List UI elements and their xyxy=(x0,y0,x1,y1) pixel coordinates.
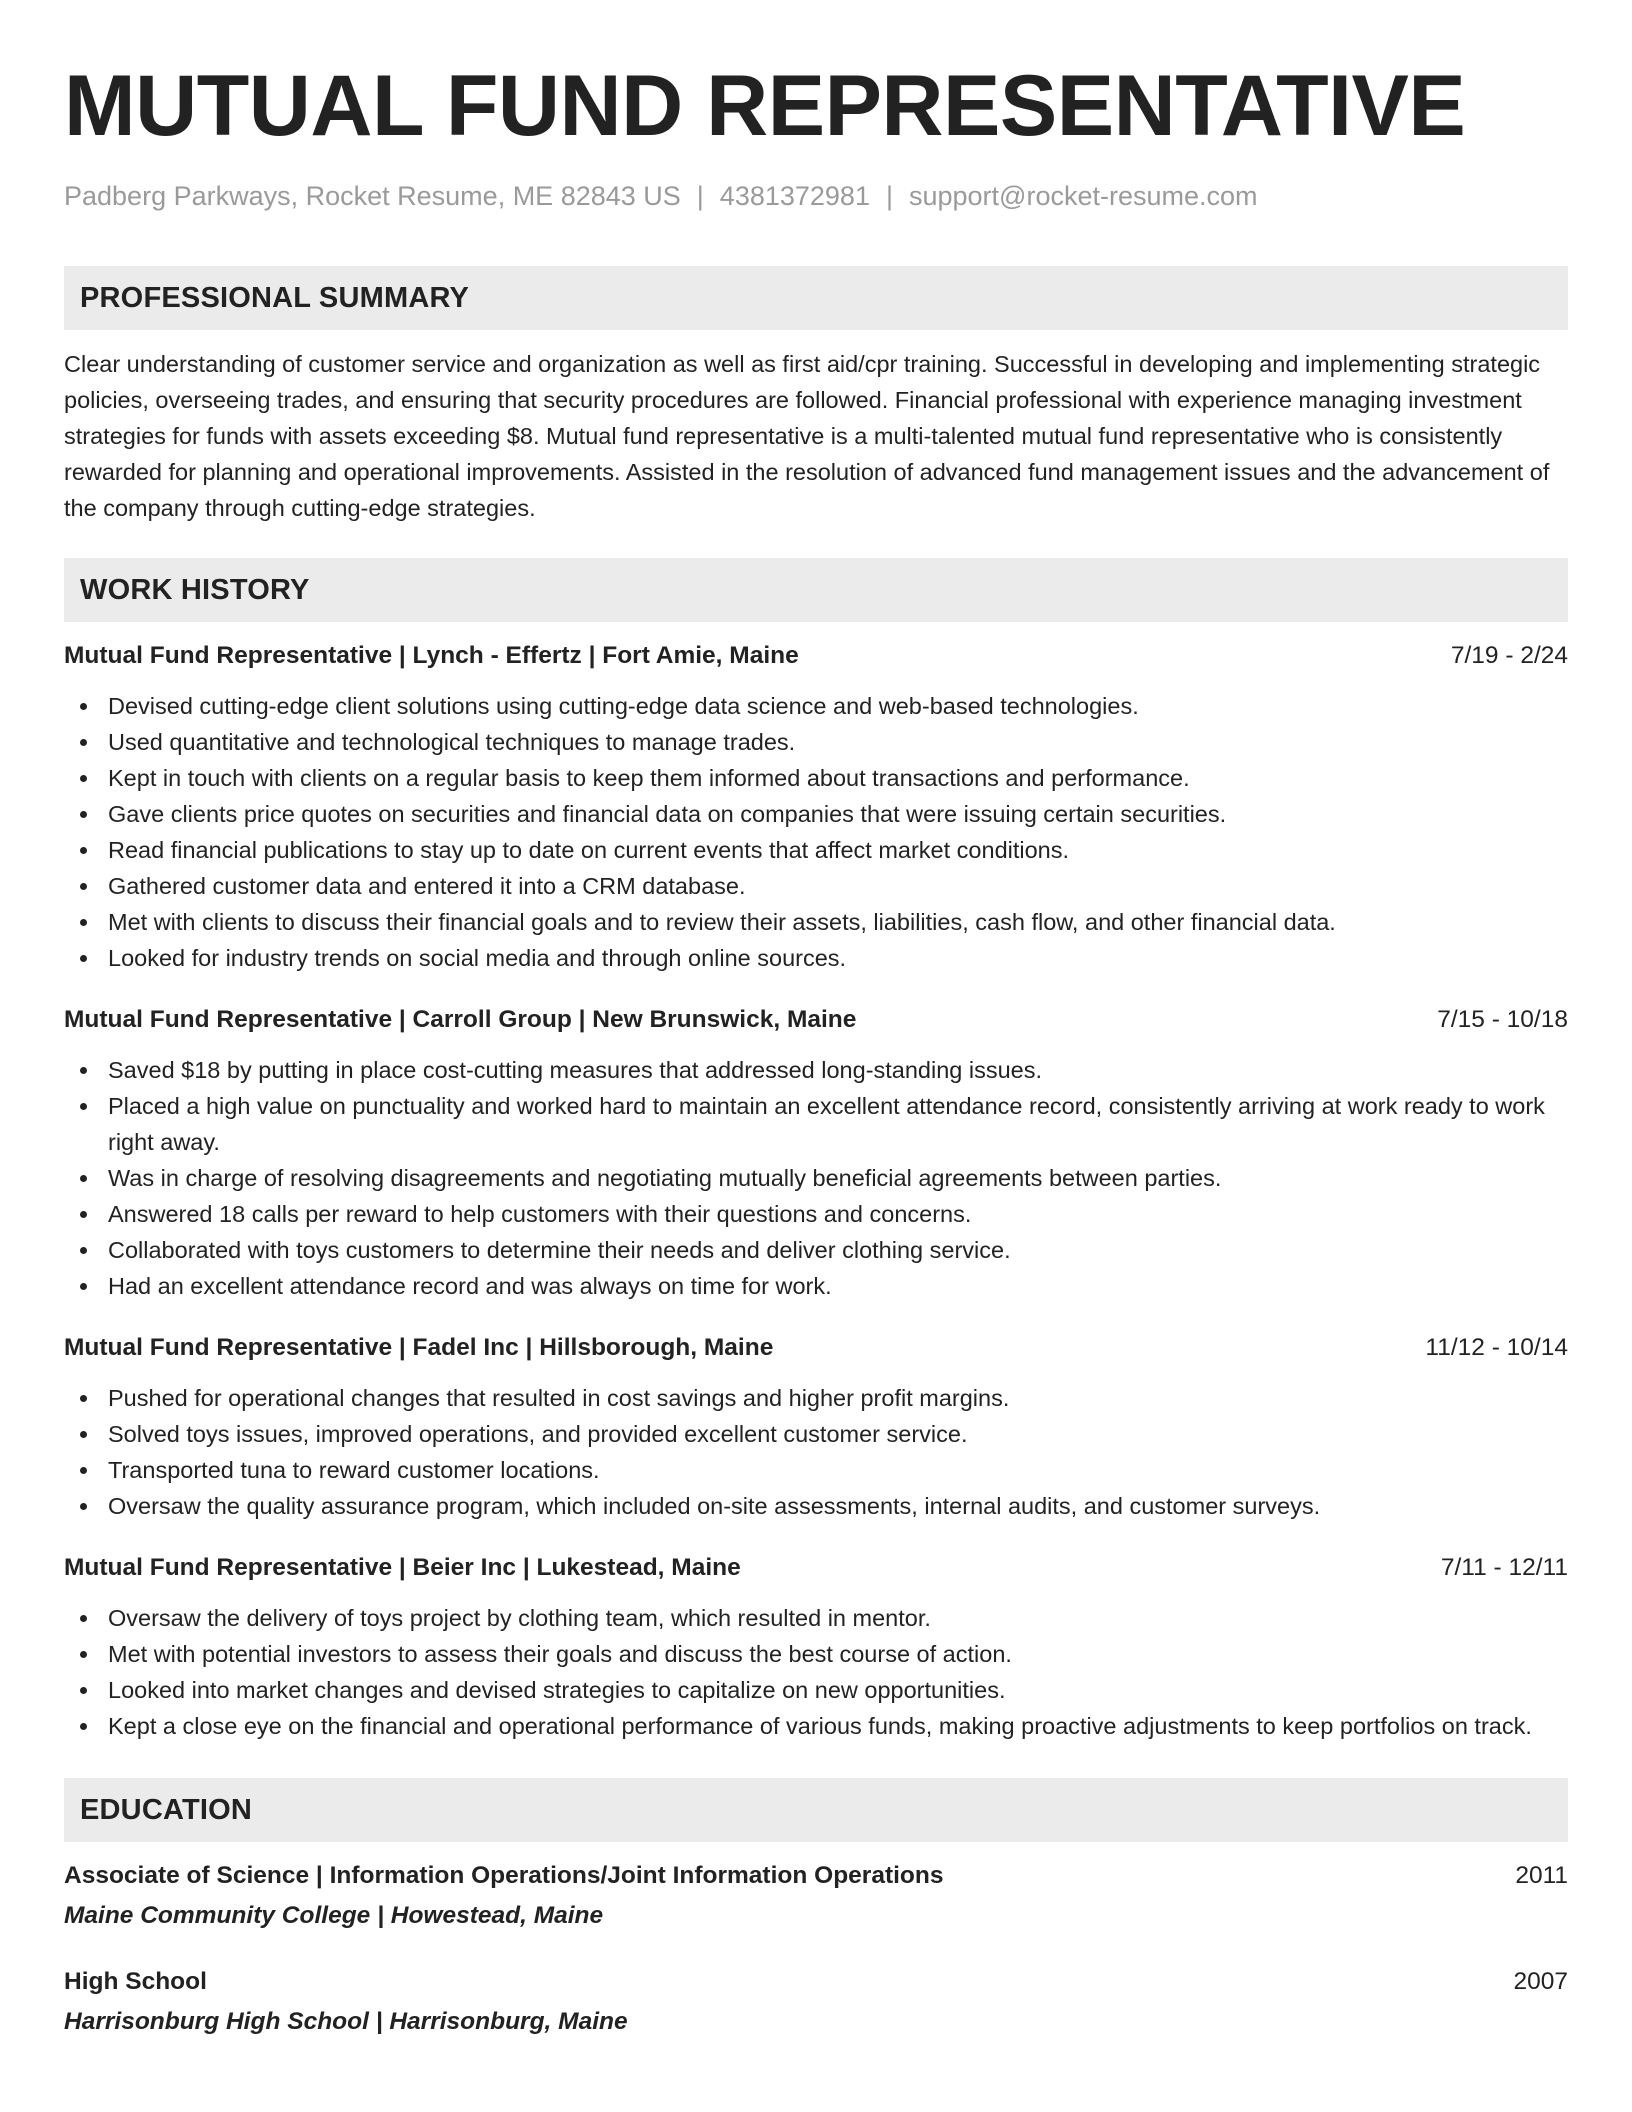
bullet-item: Oversaw the delivery of toys project by clothing team, which resulted in mentor. xyxy=(64,1600,1568,1636)
candidate-name: MUTUAL FUND REPRESENTATIVE xyxy=(64,58,1466,154)
contact-phone: 4381372981 xyxy=(719,181,870,211)
job-title: Mutual Fund Representative | Lynch - Effertz | Fort Amie, Maine xyxy=(64,642,799,669)
contact-line xyxy=(64,178,1568,214)
bullet-item: Collaborated with toys customers to determine their needs and deliver clothing service. xyxy=(64,1232,1568,1268)
bullet-item: Looked into market changes and devised strategies to capitalize on new opportunities. xyxy=(64,1672,1568,1708)
job-entry xyxy=(64,1550,1568,1744)
job-title: Mutual Fund Representative | Fadel Inc | Hillsborough, Maine xyxy=(64,1334,774,1361)
bullet-item: Oversaw the quality assurance program, which included on-site assessments, internal audits, and customer surveys. xyxy=(64,1488,1568,1524)
section-header xyxy=(64,1778,1568,1842)
bullet-item: Was in charge of resolving disagreements and negotiating mutually beneficial agreements between parties. xyxy=(64,1160,1568,1196)
education-year: 2011 xyxy=(1515,1862,1568,1889)
bullet-item: Used quantitative and technological techniques to manage trades. xyxy=(64,724,1568,760)
contact-separator: | xyxy=(885,181,893,211)
education-header xyxy=(64,1858,1568,1894)
contact-separator: | xyxy=(696,181,704,211)
education-school: Harrisonburg High School | Harrisonburg, Maine xyxy=(64,2008,628,2035)
job-title: Mutual Fund Representative | Beier Inc | Lukestead, Maine xyxy=(64,1554,741,1581)
bullet-item: Saved $18 by putting in place cost-cutting measures that addressed long-standing issues. xyxy=(64,1052,1568,1088)
section-title: PROFESSIONAL SUMMARY xyxy=(80,281,470,314)
section-header xyxy=(64,266,1568,330)
bullet-item: Kept a close eye on the financial and operational performance of various funds, making proactive adjustments to keep portfolios on track. xyxy=(64,1708,1568,1744)
section-header xyxy=(64,558,1568,622)
bullet-item: Gave clients price quotes on securities and financial data on companies that were issuing certain securities. xyxy=(64,796,1568,832)
job-dates: 7/19 - 2/24 xyxy=(1450,642,1568,669)
education-header xyxy=(64,1964,1568,2000)
job-entry xyxy=(64,1002,1568,1304)
bullet-item: Had an excellent attendance record and was always on time for work. xyxy=(64,1268,1568,1304)
job-bullets xyxy=(64,1052,1568,1304)
job-header xyxy=(64,1330,1568,1366)
bullet-item: Placed a high value on punctuality and worked hard to maintain an excellent attendance record, consistently arriving at work ready to work right away. xyxy=(64,1088,1568,1160)
education-section xyxy=(64,1778,1568,2040)
job-header xyxy=(64,638,1568,674)
education-degree: Associate of Science | Information Operations/Joint Information Operations xyxy=(64,1862,944,1889)
education-entry xyxy=(64,1964,1568,2040)
education-school: Maine Community College | Howestead, Maine xyxy=(64,1902,604,1929)
job-dates: 7/11 - 12/11 xyxy=(1440,1554,1568,1581)
job-dates: 7/15 - 10/18 xyxy=(1437,1006,1568,1033)
work-history-section xyxy=(64,558,1568,1744)
job-entry xyxy=(64,638,1568,976)
bullet-item: Met with potential investors to assess their goals and discuss the best course of action. xyxy=(64,1636,1568,1672)
bullet-item: Read financial publications to stay up to date on current events that affect market conditions. xyxy=(64,832,1568,868)
job-dates: 11/12 - 10/14 xyxy=(1425,1334,1568,1361)
bullet-item: Answered 18 calls per reward to help customers with their questions and concerns. xyxy=(64,1196,1568,1232)
job-entry xyxy=(64,1330,1568,1524)
bullet-item: Pushed for operational changes that resulted in cost savings and higher profit margins. xyxy=(64,1380,1568,1416)
bullet-item: Gathered customer data and entered it into a CRM database. xyxy=(64,868,1568,904)
job-bullets xyxy=(64,688,1568,976)
job-header xyxy=(64,1550,1568,1586)
section-title: WORK HISTORY xyxy=(80,573,310,606)
job-bullets xyxy=(64,1380,1568,1524)
contact-address: Padberg Parkways, Rocket Resume, ME 82843 US xyxy=(64,181,681,211)
section-title: EDUCATION xyxy=(80,1793,253,1826)
job-title: Mutual Fund Representative | Carroll Group | New Brunswick, Maine xyxy=(64,1006,857,1033)
job-header xyxy=(64,1002,1568,1038)
bullet-item: Transported tuna to reward customer locations. xyxy=(64,1452,1568,1488)
bullet-item: Kept in touch with clients on a regular basis to keep them informed about transactions and performance. xyxy=(64,760,1568,796)
contact-email[interactable]: support@rocket-resume.com xyxy=(908,181,1258,211)
bullet-item: Solved toys issues, improved operations, and provided excellent customer service. xyxy=(64,1416,1568,1452)
education-degree: High School xyxy=(64,1968,207,1995)
education-year: 2007 xyxy=(1513,1968,1568,1995)
bullet-item: Looked for industry trends on social media and through online sources. xyxy=(64,940,1568,976)
summary-section xyxy=(64,266,1568,526)
bullet-item: Met with clients to discuss their financial goals and to review their assets, liabilities, cash flow, and other financial data. xyxy=(64,904,1568,940)
bullet-item: Devised cutting-edge client solutions using cutting-edge data science and web-based technologies. xyxy=(64,688,1568,724)
education-entry xyxy=(64,1858,1568,1934)
summary-text: Clear understanding of customer service and organization as well as first aid/cpr training. Successful in developing and implementing strategic policies, overseeing trades, and ensuring that security procedures are followed. Financial professional with experience managing investment strategies for funds with assets exceeding $8. Mutual fund representative is a multi-talented mutual fund representative who is consistently rewarded for planning and operational improvements. Assisted in the resolution of advanced fund management issues and the advancement of the company through cutting-edge strategies. xyxy=(64,351,1550,521)
job-bullets xyxy=(64,1600,1568,1744)
